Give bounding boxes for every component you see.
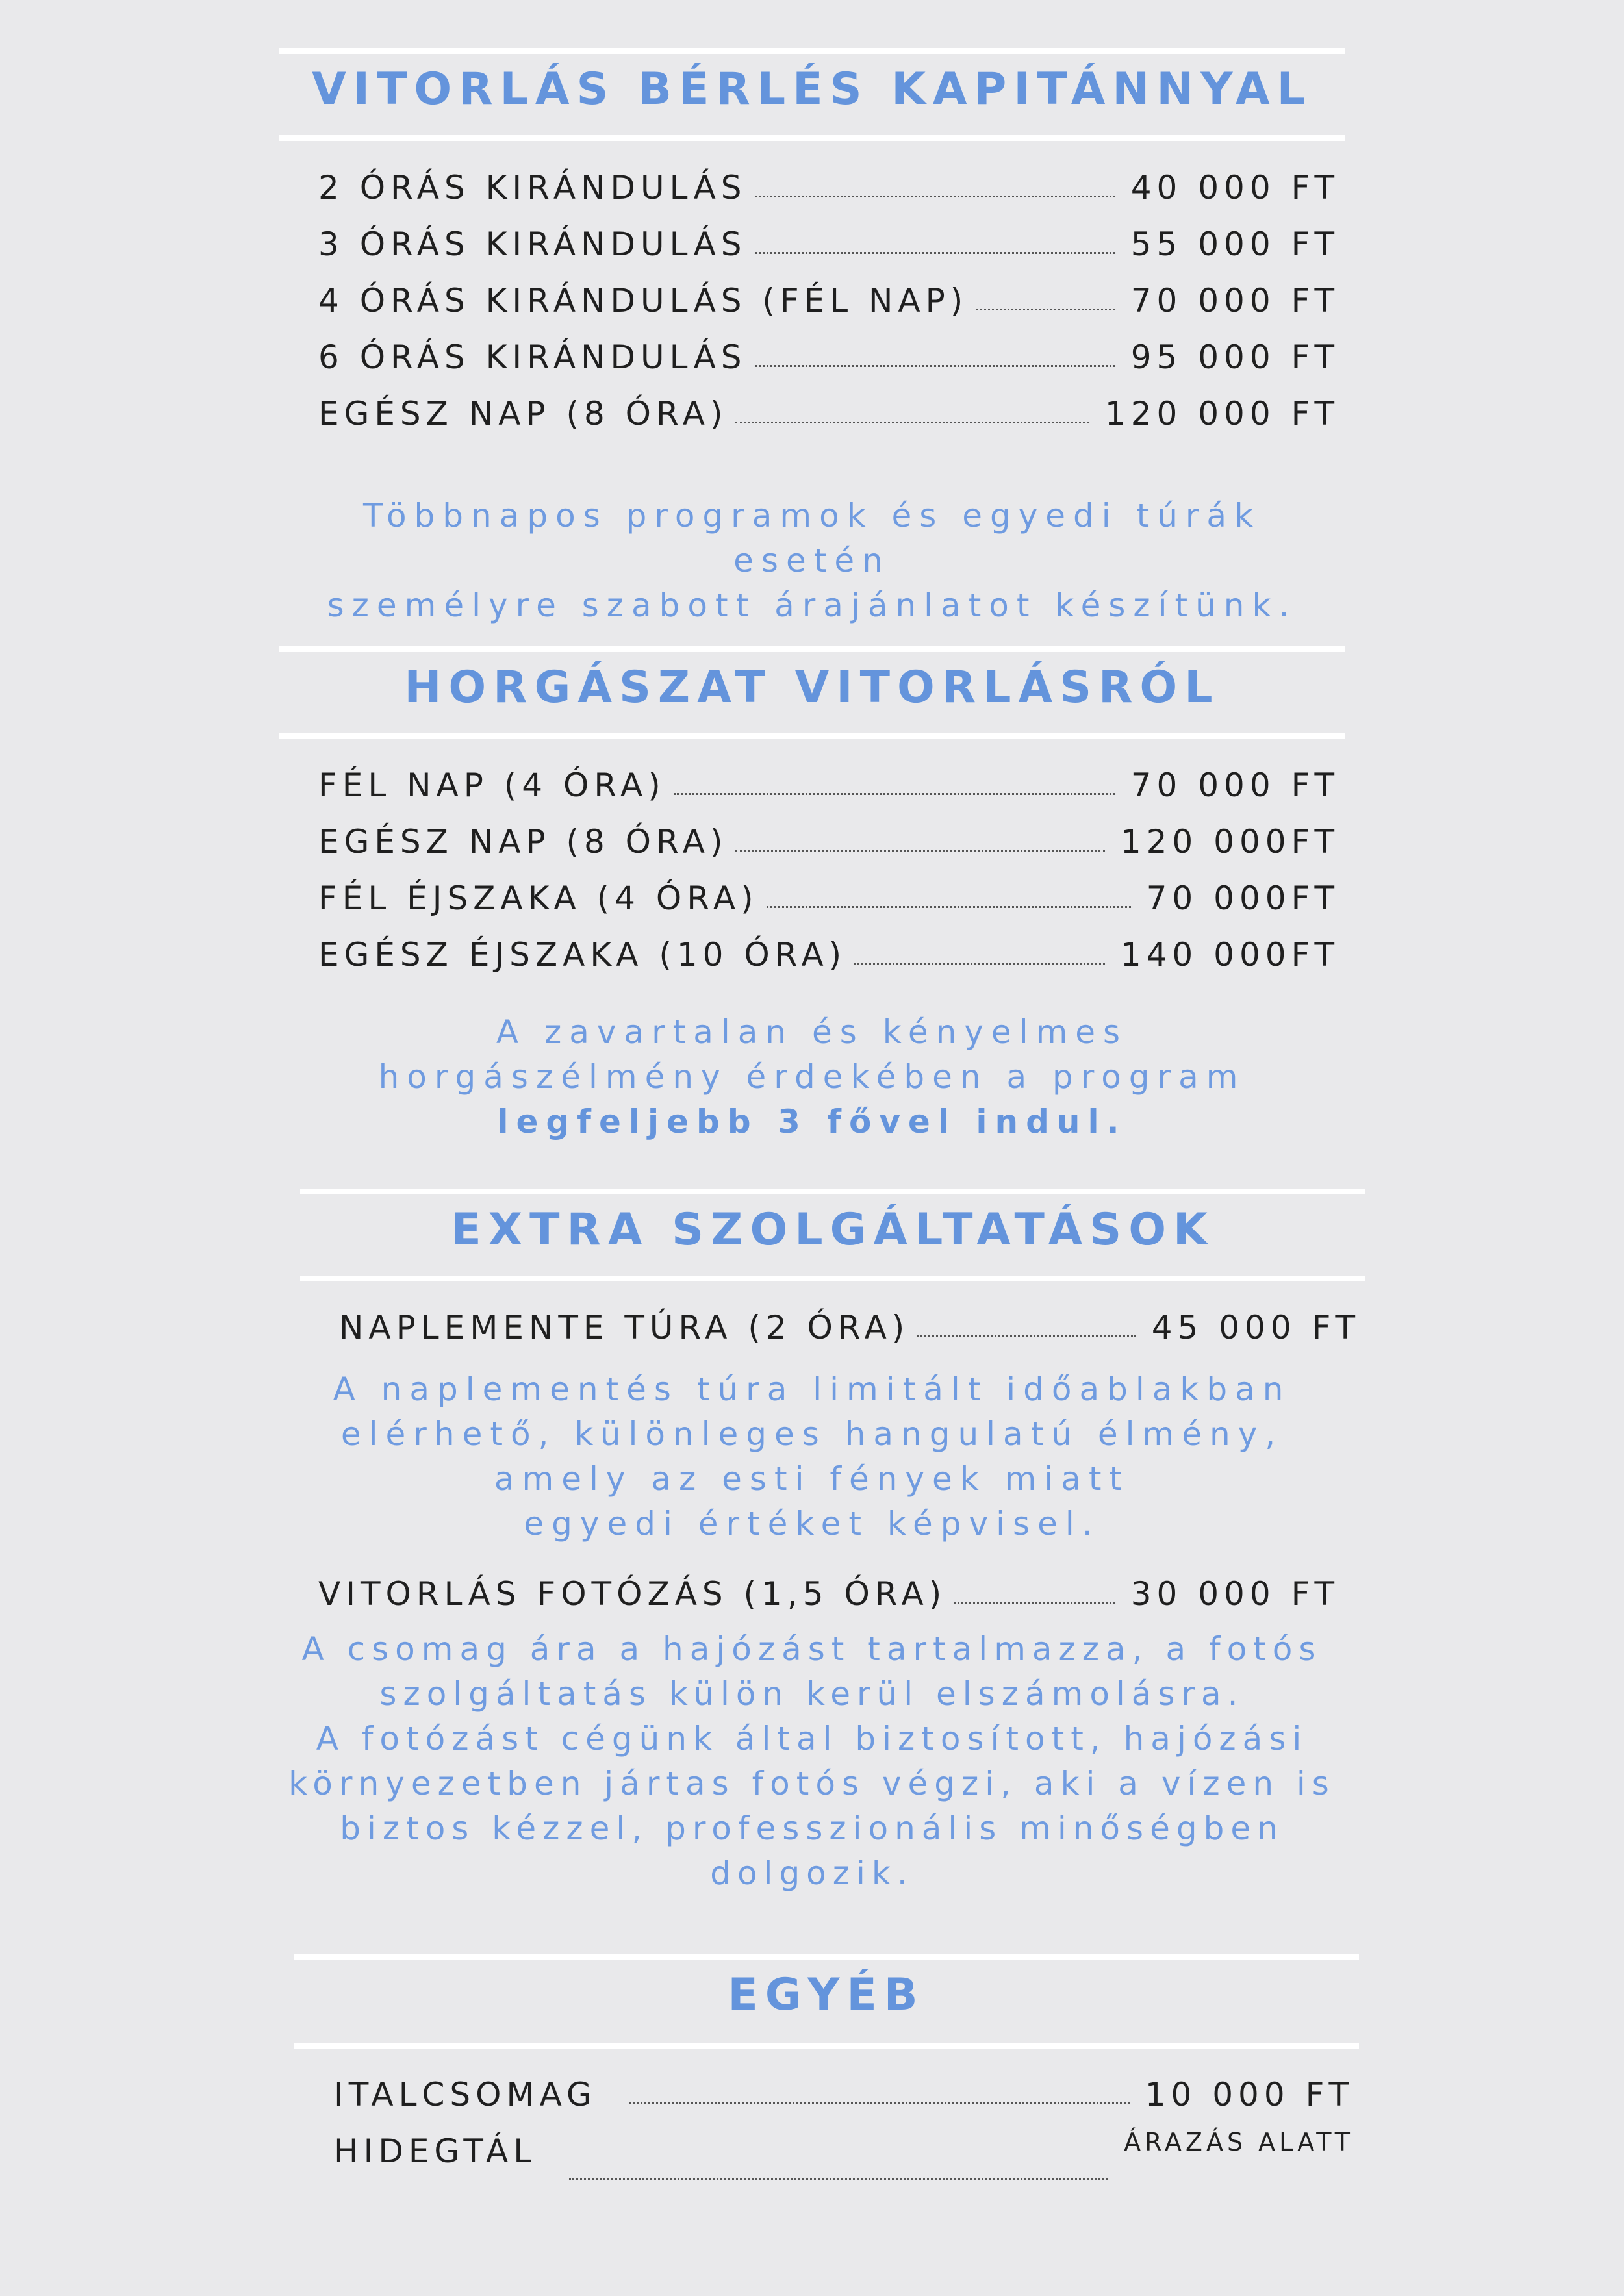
divider [294, 2043, 1359, 2049]
sunset-note [279, 1367, 1345, 1546]
item-label: HIDEGTÁL [334, 2132, 537, 2170]
extra-section [288, 1189, 1365, 1923]
item-label: 4 ÓRÁS KIRÁNDULÁS (FÉL NAP) [318, 282, 969, 320]
dot-leader [735, 421, 1089, 423]
dot-leader [854, 962, 1105, 965]
dot-leader [954, 1601, 1115, 1604]
note-line: A naplementés túra limitált időablakban [333, 1370, 1291, 1408]
item-label: EGÉSZ NAP (8 ÓRA) [318, 395, 728, 433]
note-line: környezetben jártas fotós végzi, aki a vízen is [288, 1765, 1336, 1802]
item-label: FÉL ÉJSZAKA (4 ÓRA) [318, 879, 759, 917]
item-label: 6 ÓRÁS KIRÁNDULÁS [318, 338, 747, 376]
price-row [334, 2076, 1354, 2113]
price-row [334, 2128, 1354, 2170]
dot-leader [674, 792, 1115, 795]
section-title: VITORLÁS BÉRLÉS KAPITÁNNYAL [312, 64, 1312, 115]
dot-leader [569, 2178, 1108, 2180]
divider [300, 1189, 1365, 1194]
note-line: amely az esti fények miatt [494, 1460, 1130, 1498]
note-line: szolgáltatás külön kerül elszámolásra. [379, 1675, 1245, 1713]
note-line: biztos kézzel, professzionális minőségben [340, 1810, 1284, 1847]
item-price: 140 000FT [1120, 936, 1339, 974]
item-price: 120 000FT [1120, 823, 1339, 861]
price-row [318, 395, 1339, 433]
dot-leader [755, 195, 1115, 197]
dot-leader [755, 364, 1115, 367]
item-label: EGÉSZ NAP (8 ÓRA) [318, 823, 728, 861]
price-row [339, 1309, 1360, 1346]
fishing-section [279, 646, 1345, 1153]
sailing-note [279, 494, 1345, 628]
item-price: 70 000 FT [1130, 766, 1339, 804]
item-price: ÁRAZÁS ALATT [1124, 2128, 1354, 2156]
dot-leader [917, 1335, 1136, 1337]
item-price: 55 000 FT [1130, 225, 1339, 263]
note-line: Többnapos programok és egyedi túrák esetén [362, 497, 1262, 579]
item-label: NAPLEMENTE TÚRA (2 ÓRA) [339, 1309, 910, 1346]
price-row [318, 169, 1339, 207]
photo-note [279, 1627, 1345, 1896]
item-label: EGÉSZ ÉJSZAKA (10 ÓRA) [318, 936, 847, 974]
note-emphasis: legfeljebb 3 fővel indul. [497, 1103, 1127, 1141]
item-price: 120 000 FT [1104, 395, 1339, 433]
note-line: horgászélmény érdekében a program [378, 1058, 1246, 1096]
item-label: 2 ÓRÁS KIRÁNDULÁS [318, 169, 747, 207]
item-price: 30 000 FT [1130, 1575, 1339, 1613]
item-label: ITALCSOMAG [334, 2076, 597, 2113]
section-title: EXTRA SZOLGÁLTATÁSOK [451, 1204, 1215, 1255]
note-line: dolgozik. [710, 1854, 914, 1892]
divider [279, 135, 1345, 141]
price-row [318, 879, 1339, 917]
note-line: A csomag ára a hajózást tartalmazza, a fotós [301, 1630, 1323, 1668]
fishing-note [279, 1010, 1345, 1144]
note-line: elérhető, különleges hangulatú élmény, [340, 1415, 1284, 1453]
item-price: 70 000 FT [1130, 282, 1339, 320]
note-line: A fotózást cégünk által biztosított, hajózási [316, 1720, 1308, 1758]
dot-leader [629, 2102, 1130, 2104]
note-line: egyedi értéket képvisel. [524, 1505, 1100, 1543]
price-row [318, 766, 1339, 804]
price-row [318, 338, 1339, 376]
item-label: 3 ÓRÁS KIRÁNDULÁS [318, 225, 747, 263]
divider [294, 1954, 1359, 1960]
note-line: A zavartalan és kényelmes [496, 1013, 1128, 1051]
dot-leader [735, 849, 1104, 852]
dot-leader [976, 308, 1115, 310]
price-row [318, 1575, 1339, 1613]
price-row [318, 936, 1339, 974]
price-row [318, 823, 1339, 861]
price-row [318, 225, 1339, 263]
item-label: FÉL NAP (4 ÓRA) [318, 766, 666, 804]
price-row [318, 282, 1339, 320]
note-line: személyre szabott árajánlatot készítünk. [327, 587, 1297, 624]
dot-leader [767, 905, 1131, 908]
divider [300, 1276, 1365, 1281]
item-price: 45 000 FT [1151, 1309, 1360, 1346]
item-price: 95 000 FT [1130, 338, 1339, 376]
item-price: 10 000 FT [1145, 2076, 1354, 2113]
item-price: 40 000 FT [1130, 169, 1339, 207]
item-price: 70 000FT [1146, 879, 1339, 917]
section-title: HORGÁSZAT VITORLÁSRÓL [404, 662, 1220, 713]
dot-leader [755, 251, 1115, 254]
other-section [294, 1954, 1359, 2201]
item-label: VITORLÁS FOTÓZÁS (1,5 ÓRA) [318, 1575, 947, 1613]
divider [279, 48, 1345, 54]
sailing-section [279, 45, 1345, 624]
divider [279, 733, 1345, 739]
divider [279, 646, 1345, 652]
section-title: EGYÉB [728, 1969, 925, 2021]
